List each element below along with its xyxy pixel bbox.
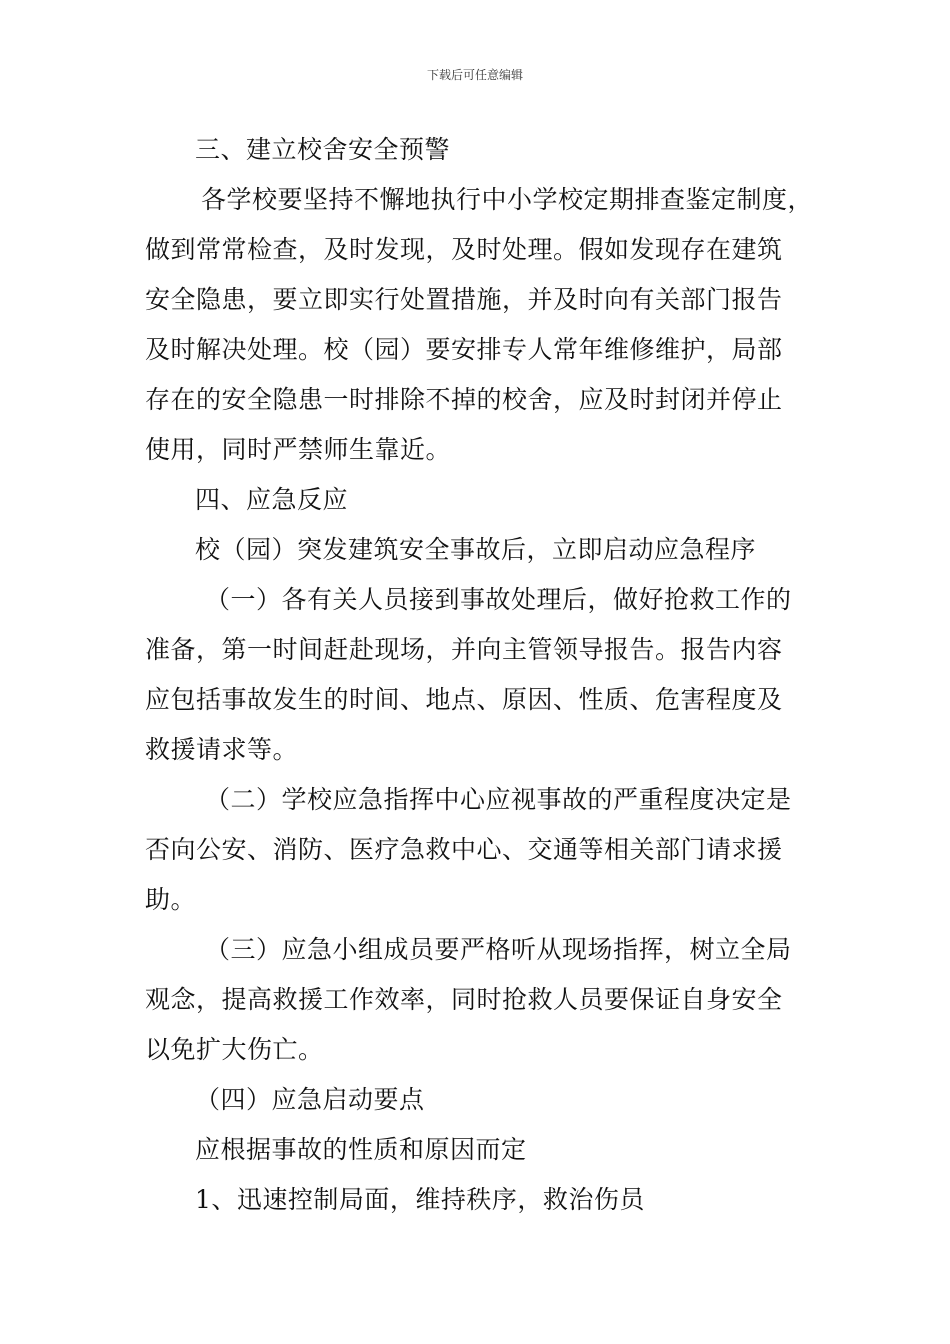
list-item: 1、迅速控制局面，维持秩序，救治伤员 [195,1185,645,1214]
paragraph-line: 各学校要坚持不懈地执行中小学校定期排查鉴定制度， [201,185,814,214]
paragraph-line: 及时解决处理。校（园）要安排专人常年维修维护，局部 [145,335,783,364]
subsection-heading: （四）应急启动要点 [195,1085,425,1114]
paragraph-line: 校（园）突发建筑安全事故后，立即启动应急程序 [195,535,757,564]
paragraph-line: 助。 [145,885,197,914]
paragraph-line: 做到常常检查，及时发现，及时处理。假如发现存在建筑 [145,235,783,264]
paragraph-line: 否向公安、消防、医疗急救中心、交通等相关部门请求援 [145,835,783,864]
paragraph-line: 以免扩大伤亡。 [145,1035,324,1064]
paragraph-line: 观念，提高救援工作效率，同时抢救人员要保证自身安全 [145,985,783,1014]
paragraph-line: 存在的安全隐患一时排除不掉的校舍，应及时封闭并停止 [145,385,783,414]
paragraph-line: 安全隐患，要立即实行处置措施，并及时向有关部门报告 [145,285,783,314]
paragraph-line: 应根据事故的性质和原因而定 [195,1135,527,1164]
paragraph-line: （一）各有关人员接到事故处理后，做好抢救工作的 [205,585,792,614]
paragraph-line: 应包括事故发生的时间、地点、原因、性质、危害程度及 [145,685,783,714]
paragraph-line: 使用，同时严禁师生靠近。 [145,435,452,464]
section-heading-4: 四、应急反应 [195,485,349,514]
paragraph-line: 准备，第一时间赶赴现场，并向主管领导报告。报告内容 [145,635,783,664]
header-note: 下载后可任意编辑 [426,68,523,82]
section-heading-3: 三、建立校舍安全预警 [195,135,451,164]
document-body [145,125,815,1225]
paragraph-line: （三）应急小组成员要严格听从现场指挥，树立全局 [205,935,792,964]
paragraph-line: （二）学校应急指挥中心应视事故的严重程度决定是 [205,785,792,814]
paragraph-line: 救援请求等。 [145,735,299,764]
